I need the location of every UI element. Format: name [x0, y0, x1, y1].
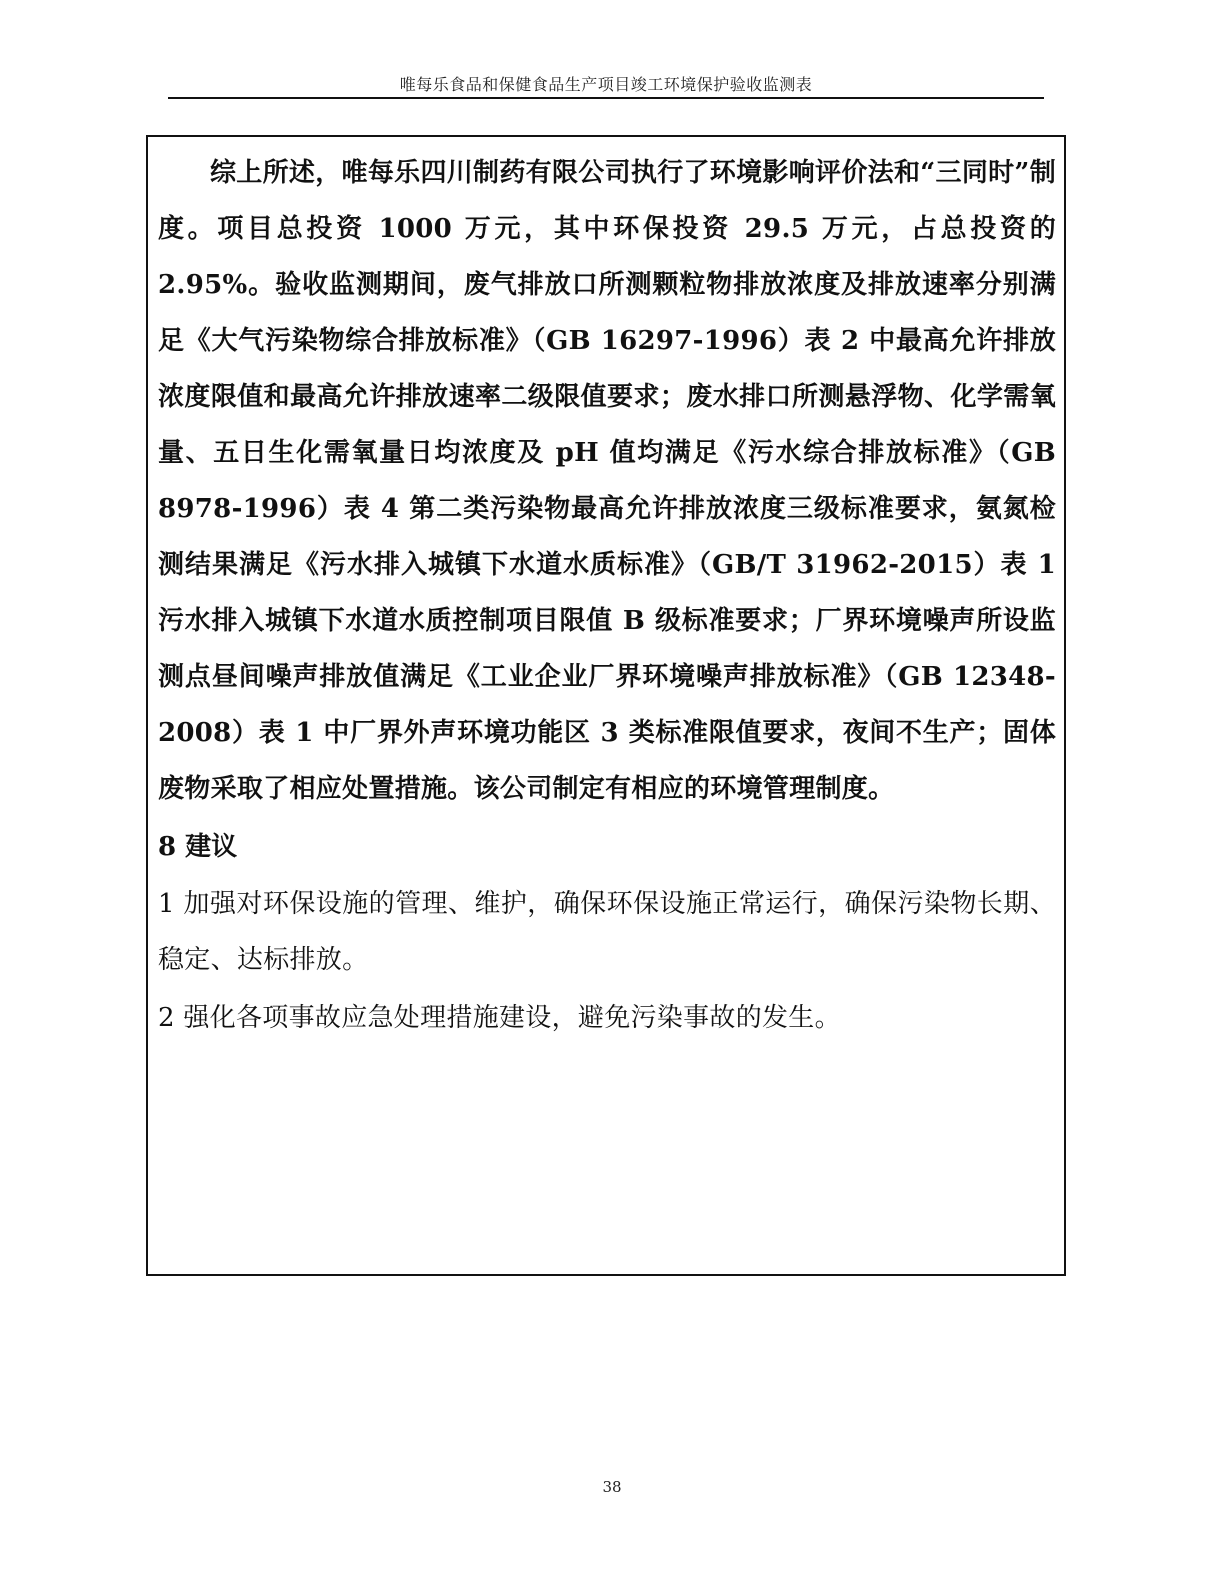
header-rule	[168, 97, 1044, 99]
page-number: 38	[602, 1478, 622, 1496]
suggestion-item-1: 1 加强对环保设施的管理、维护，确保环保设施正常运行，确保污染物长期、稳定、达标排放。	[158, 889, 1056, 975]
section-title-suggestions: 8 建议	[158, 832, 238, 862]
conclusion-paragraph: 综上所述，唯每乐四川制药有限公司执行了环境影响评价法和“三同时”制度。项目总投资 1000 万元，其中环保投资 29.5 万元，占总投资的 2.95%。验收监测期间，废气排放口所测颗粒物排放浓度及排放速率分别满足《大气污染物综合排放标准》（GB 16297-1996）表 2 中最高允许排放浓度限值和最高允许排放速率二级限值要求；废水排口所测悬浮物、化学需氧量、五日生化需氧量日均浓度及 pH 值均满足《污水综合排放标准》（GB 8978-1996）表 4 第二类污染物最高允许排放浓度三级标准要求，氨氮检测结果满足《污水排入城镇下水道水质标准》（GB/T 31962-2015）表 1 污水排入城镇下水道水质控制项目限值 B 级标准要求；厂界环境噪声所设监测点昼间噪声排放值满足《工业企业厂界环境噪声排放标准》（GB 12348-2008）表 1 中厂界外声环境功能区 3 类标准限值要求，夜间不生产；固体废物采取了相应处置措施。该公司制定有相应的环境管理制度。	[158, 158, 1056, 804]
suggestion-item-2: 2 强化各项事故应急处理措施建设，避免污染事故的发生。	[158, 1003, 841, 1033]
page-header-title: 唯每乐食品和保健食品生产项目竣工环境保护验收监测表	[399, 75, 813, 94]
